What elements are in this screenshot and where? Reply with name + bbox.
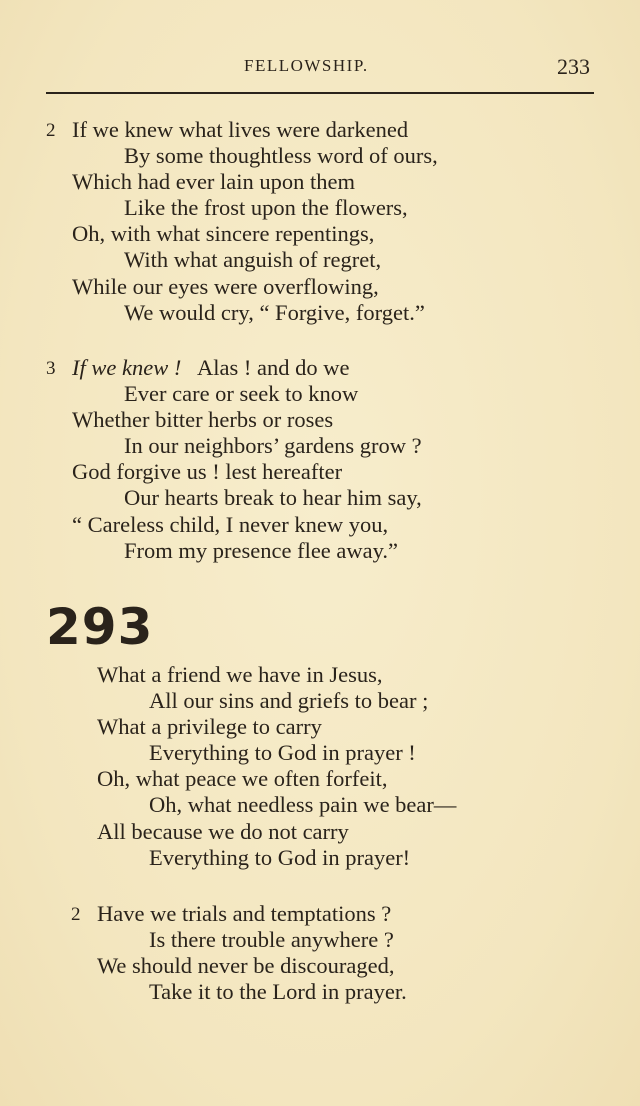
verse-line: From my presence flee away.” (124, 537, 399, 563)
running-head (0, 52, 640, 82)
verse-line: Oh, what peace we often forfeit, (97, 766, 388, 792)
verse-line: What a friend we have in Jesus, (97, 662, 383, 687)
hymn-stanza-1 (97, 662, 456, 871)
verse-line: Which had ever lain upon them (72, 169, 356, 195)
verse-line (46, 117, 438, 143)
previous-hymn-stanza-3 (46, 355, 422, 564)
verse-line: We should never be discouraged, (97, 953, 395, 979)
verse-line: Ever care or seek to know (124, 381, 359, 407)
verse-line: Whether bitter herbs or roses (72, 407, 334, 433)
verse-line: While our eyes were overflowing, (72, 273, 379, 299)
stanza-number: 2 (46, 120, 56, 141)
verse-line: All because we do not carry (97, 818, 349, 844)
verse-text: Alas ! and do we (196, 355, 350, 380)
verse-line: Take it to the Lord in prayer. (149, 979, 407, 1005)
verse-text: Have we trials and temptations ? (97, 901, 392, 926)
verse-line: What a privilege to carry (97, 714, 322, 740)
verse-line: By some thoughtless word of ours, (124, 143, 438, 169)
hymn-number: 293 (46, 598, 154, 656)
italic-phrase: If we knew ! (72, 355, 182, 380)
verse-line: Like the frost upon the flowers, (124, 195, 408, 221)
verse-line: With what anguish of regret, (124, 247, 382, 273)
previous-hymn-stanza-2 (46, 117, 438, 326)
verse-line: In our neighbors’ gardens grow ? (124, 433, 422, 459)
stanza-number: 2 (71, 904, 81, 925)
verse-line (46, 355, 422, 381)
section-title: FELLOWSHIP. (244, 56, 369, 75)
verse-line: Our hearts break to hear him say, (124, 485, 422, 511)
stanza-number: 3 (46, 358, 56, 379)
verse-line: Oh, what needless pain we bear— (149, 792, 457, 818)
header-rule (46, 92, 594, 94)
hymn-stanza-2 (71, 901, 407, 1005)
verse-text: If we knew what lives were darkened (72, 117, 409, 142)
verse-line: God forgive us ! lest hereafter (72, 459, 343, 485)
page-number: 233 (557, 54, 590, 79)
verse-line: Is there trouble anywhere ? (149, 927, 394, 953)
verse-line: We would cry, “ Forgive, forget.” (124, 299, 425, 325)
verse-line: Everything to God in prayer ! (149, 740, 416, 766)
verse-line: Oh, with what sincere repentings, (72, 221, 375, 247)
verse-line: All our sins and griefs to bear ; (149, 688, 429, 714)
verse-line (71, 901, 407, 927)
verse-line: Everything to God in prayer! (149, 844, 411, 870)
verse-line: “ Careless child, I never knew you, (72, 511, 389, 537)
